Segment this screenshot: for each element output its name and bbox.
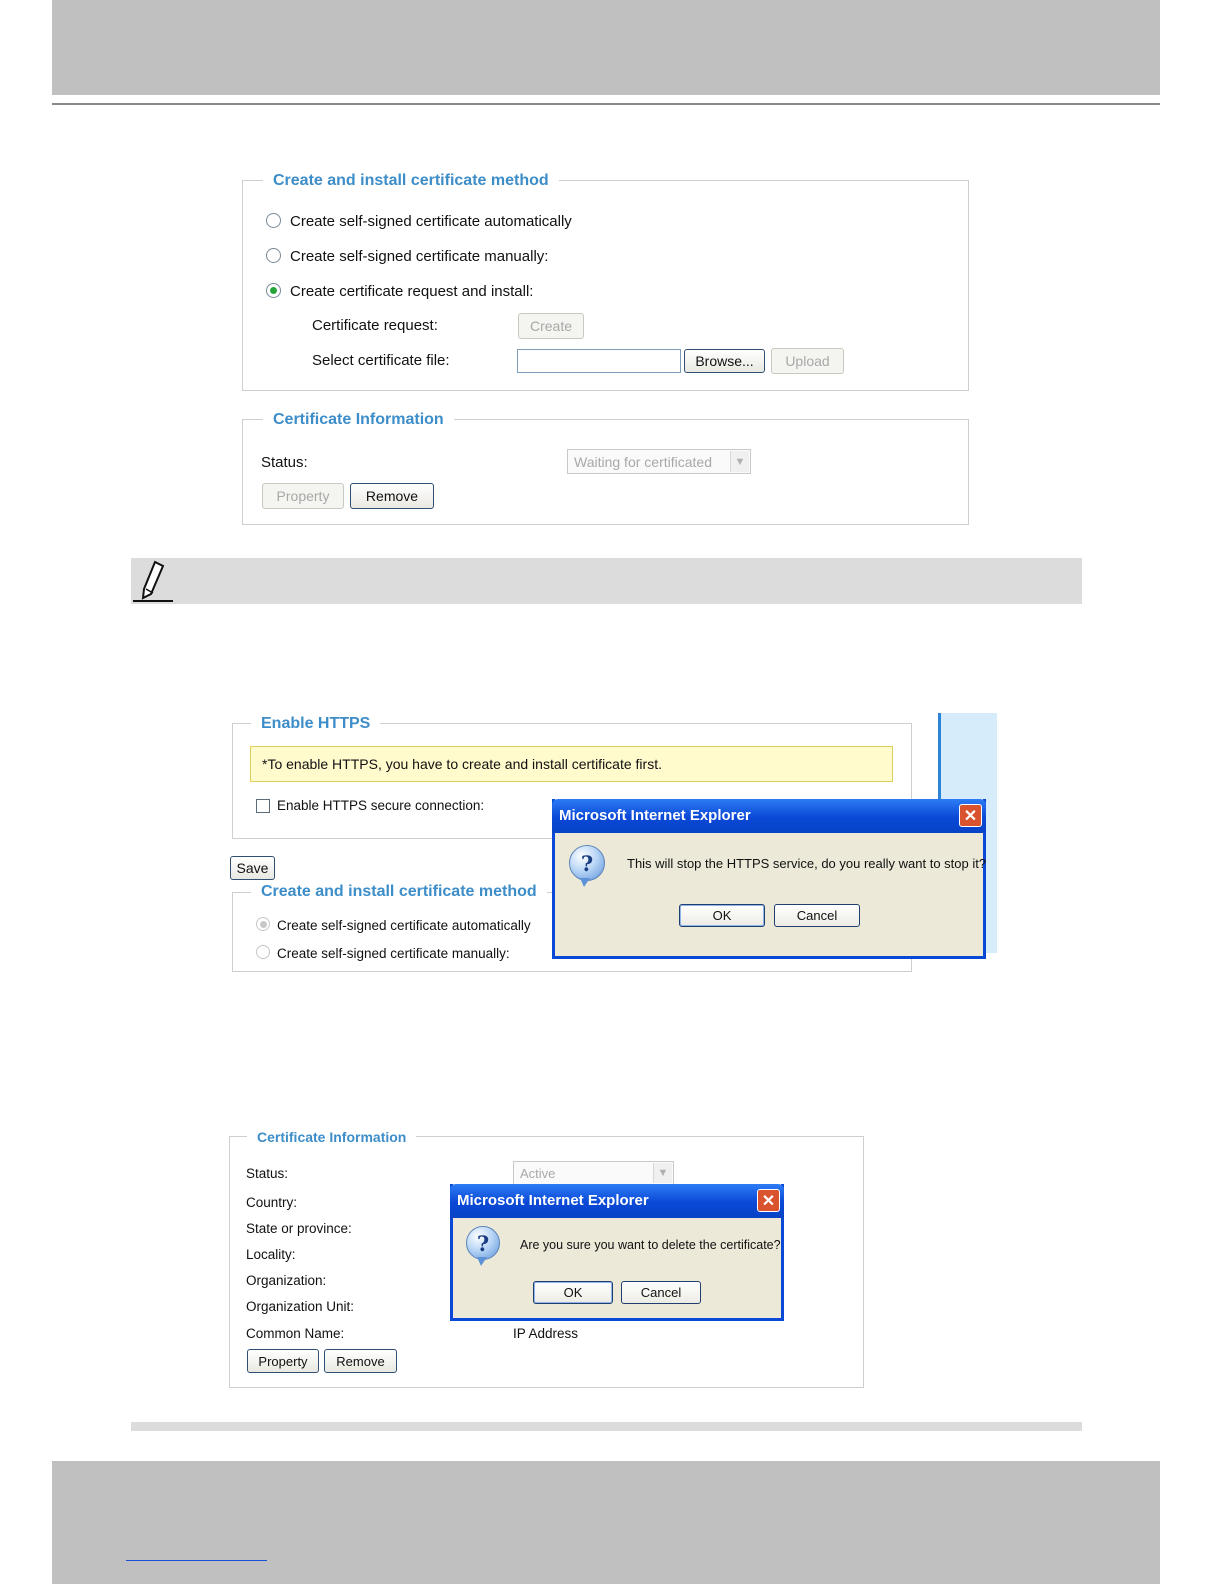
select-file-label: Select certificate file: (312, 352, 450, 369)
certificate-file-input[interactable] (517, 349, 681, 373)
browse-button[interactable]: Browse... (684, 349, 765, 373)
radio-self-signed-manual-2[interactable] (256, 945, 270, 959)
radio-self-signed-manual[interactable] (266, 248, 281, 263)
method-group-legend: Create and install certificate method (263, 172, 559, 190)
enable-https-checkbox[interactable] (256, 799, 270, 813)
status-select-3[interactable] (513, 1161, 674, 1185)
status-select[interactable] (567, 449, 751, 474)
enable-https-label: Enable HTTPS secure connection: (277, 798, 485, 813)
header-rule (52, 103, 1160, 105)
question-icon: ? (569, 845, 605, 881)
pencil-icon (133, 558, 177, 604)
certificate-request-label: Certificate request: (312, 317, 438, 334)
close-icon[interactable]: ✕ (757, 1189, 780, 1212)
chevron-down-icon: ▼ (730, 451, 749, 472)
organization-label: Organization: (246, 1273, 327, 1288)
question-icon: ? (466, 1226, 500, 1260)
certificate-info-legend: Certificate Information (263, 411, 454, 429)
dialog-message: Are you sure you want to delete the certificate? (520, 1238, 781, 1252)
status-select-value: Waiting for certificated (574, 453, 712, 470)
radio-request-install-label: Create certificate request and install: (290, 283, 534, 300)
footer-link[interactable] (126, 1556, 267, 1561)
https-notice: *To enable HTTPS, you have to create and install certificate first. (250, 746, 893, 782)
remove-button-3[interactable]: Remove (324, 1349, 397, 1373)
property-button-3[interactable]: Property (247, 1349, 319, 1373)
locality-label: Locality: (246, 1247, 296, 1262)
cancel-button[interactable]: Cancel (621, 1281, 701, 1304)
dialog-titlebar (552, 799, 986, 833)
dialog-title: Microsoft Internet Explorer (559, 807, 751, 824)
method-group-2-legend: Create and install certificate method (251, 883, 547, 901)
delete-certificate-dialog (450, 1184, 784, 1321)
stop-https-dialog (552, 799, 986, 959)
close-icon[interactable]: ✕ (959, 804, 982, 827)
dialog-message: This will stop the HTTPS service, do you really want to stop it? (627, 856, 987, 871)
common-name-label: Common Name: (246, 1326, 345, 1341)
status-label-3: Status: (246, 1166, 289, 1181)
certificate-info-group-3-legend: Certificate Information (247, 1129, 416, 1145)
dialog-titlebar (450, 1184, 784, 1218)
radio-self-signed-auto-2-label: Create self-signed certificate automatically (277, 918, 531, 933)
create-button[interactable]: Create (518, 313, 584, 339)
dialog-title: Microsoft Internet Explorer (457, 1192, 649, 1209)
https-group-legend: Enable HTTPS (251, 715, 380, 733)
upload-button[interactable]: Upload (771, 348, 844, 374)
page-footer-band (52, 1461, 1160, 1584)
status-label: Status: (261, 454, 308, 471)
state-label: State or province: (246, 1221, 352, 1236)
radio-request-install[interactable] (266, 283, 281, 298)
common-name-value: IP Address (513, 1326, 579, 1341)
save-button[interactable]: Save (230, 856, 275, 880)
radio-self-signed-manual-2-label: Create self-signed certificate manually: (277, 946, 510, 961)
status-select-3-value: Active (520, 1165, 556, 1181)
cancel-button[interactable]: Cancel (774, 904, 860, 927)
chevron-down-icon: ▼ (653, 1163, 672, 1183)
country-label: Country: (246, 1195, 298, 1210)
remove-button[interactable]: Remove (350, 483, 434, 509)
organization-unit-label: Organization Unit: (246, 1299, 355, 1314)
note-bar (131, 558, 1082, 604)
radio-self-signed-auto-label: Create self-signed certificate automatically (290, 213, 572, 230)
radio-self-signed-auto-2[interactable] (256, 917, 270, 931)
bottom-divider (131, 1422, 1082, 1431)
figure2-frame (226, 713, 994, 961)
ok-button[interactable]: OK (533, 1281, 613, 1304)
ok-button[interactable]: OK (679, 904, 765, 927)
property-button[interactable]: Property (262, 483, 344, 509)
radio-self-signed-auto[interactable] (266, 213, 281, 228)
radio-self-signed-manual-label: Create self-signed certificate manually: (290, 248, 549, 265)
page-header-band (52, 0, 1160, 95)
